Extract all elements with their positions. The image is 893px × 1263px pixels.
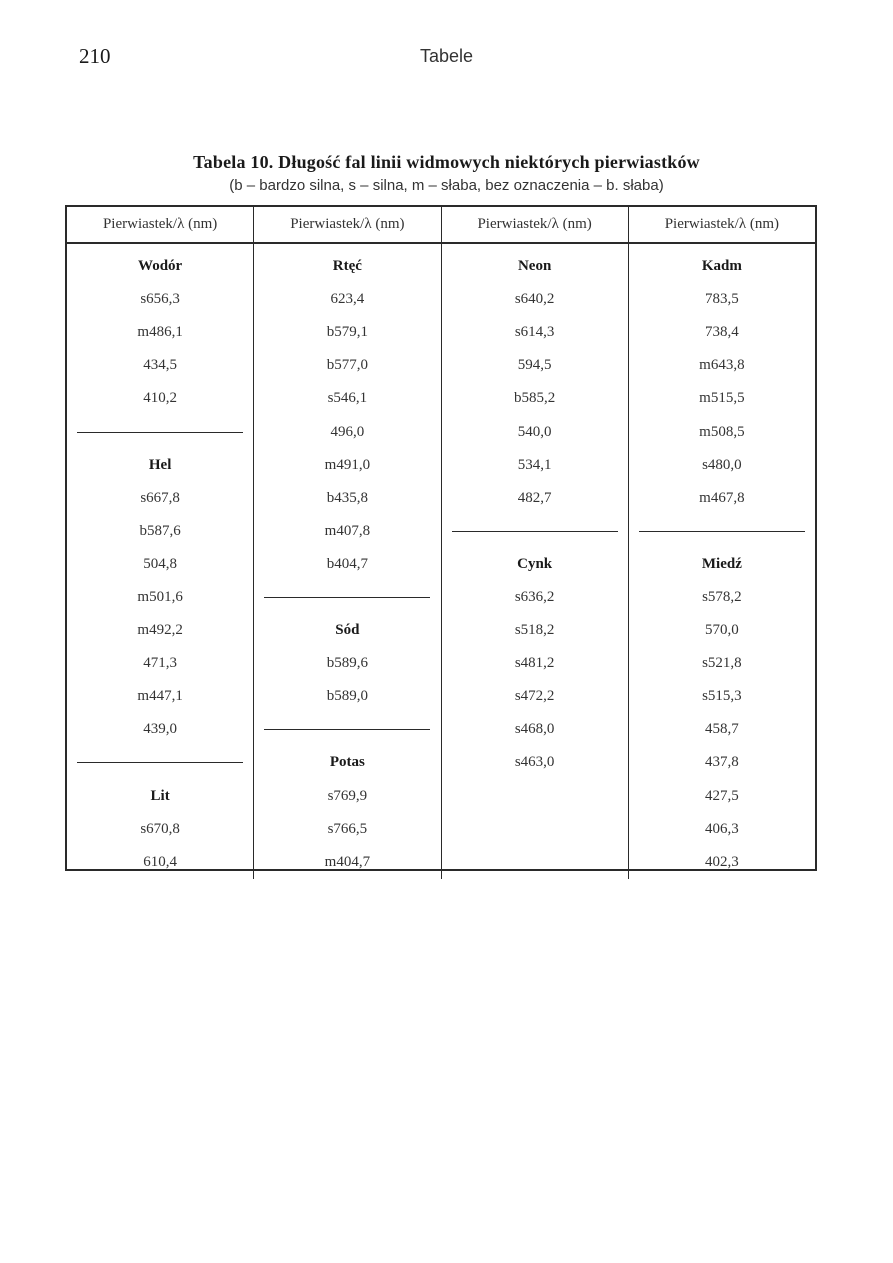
wavelength-value: 496,0 — [330, 423, 365, 440]
wavelength-value: s480,0 — [702, 456, 742, 473]
wavelength-value: b579,1 — [326, 324, 368, 341]
table-header-row — [67, 207, 815, 244]
element-name: Cynk — [517, 555, 553, 572]
wavelength-value: s614,3 — [514, 324, 555, 341]
wavelength-value: m492,2 — [137, 622, 183, 639]
wavelength-value: m501,6 — [137, 588, 183, 605]
element-name: Wodór — [138, 258, 183, 275]
wavelength-value: 594,5 — [517, 357, 552, 374]
wavelength-value: s640,2 — [514, 291, 555, 308]
element-name: Miedź — [701, 555, 742, 572]
table-column — [629, 244, 815, 879]
section-divider — [442, 515, 628, 548]
element-name: Lit — [150, 787, 170, 804]
wavelength-value: m643,8 — [699, 357, 745, 374]
section-divider — [254, 581, 440, 614]
wavelength-value: s578,2 — [702, 588, 742, 605]
wavelength-value: b435,8 — [326, 489, 368, 506]
wavelength-value: 540,0 — [517, 423, 552, 440]
table-subtitle: (b – bardzo silna, s – silna, m – słaba, bez oznaczenia – b. słaba) — [229, 177, 664, 194]
wavelength-value: b589,6 — [326, 655, 368, 672]
wavelength-value: 482,7 — [517, 489, 552, 506]
running-head: Tabele — [419, 46, 474, 66]
table-column — [67, 244, 254, 879]
wavelength-value: m515,5 — [699, 390, 745, 407]
wavelength-value: m491,0 — [324, 456, 371, 473]
column-header: Pierwiastek/λ (nm) — [67, 207, 254, 242]
wavelength-value: s656,3 — [140, 291, 180, 308]
wavelength-value: 410,2 — [143, 390, 177, 407]
wavelength-value: m508,5 — [699, 423, 745, 440]
wavelength-value: m447,1 — [137, 688, 183, 705]
wavelength-value: 427,5 — [705, 787, 739, 804]
wavelength-value: 570,0 — [705, 622, 739, 639]
wavelength-value: 437,8 — [705, 754, 739, 771]
wavelength-value: 623,4 — [330, 291, 365, 308]
wavelength-value: s472,2 — [514, 688, 555, 705]
wavelength-value: s670,8 — [140, 820, 180, 837]
wavelength-value: m467,8 — [699, 489, 745, 506]
wavelength-value: s546,1 — [327, 390, 368, 407]
table-column — [254, 244, 441, 879]
wavelength-value: m407,8 — [324, 522, 371, 539]
table-title: Tabela 10. Długość fal linii widmowych niektórych pierwiastków — [193, 152, 700, 172]
wavelength-value: 471,3 — [143, 655, 177, 672]
spectral-lines-table — [65, 205, 817, 871]
wavelength-value: m486,1 — [137, 324, 183, 341]
wavelength-value: 783,5 — [705, 291, 739, 308]
column-header: Pierwiastek/λ (nm) — [254, 207, 441, 242]
table-column — [442, 244, 629, 879]
element-name: Neon — [517, 258, 552, 275]
wavelength-value: s468,0 — [514, 721, 555, 738]
element-name: Hel — [148, 456, 172, 473]
section-divider — [67, 746, 253, 779]
element-name: Kadm — [701, 258, 742, 275]
wavelength-value: b585,2 — [514, 390, 556, 407]
wavelength-value: b404,7 — [326, 555, 368, 572]
column-header: Pierwiastek/λ (nm) — [442, 207, 629, 242]
wavelength-value: 458,7 — [705, 721, 739, 738]
wavelength-value: s766,5 — [327, 820, 368, 837]
wavelength-value: s481,2 — [514, 655, 555, 672]
wavelength-value: b587,6 — [139, 522, 181, 539]
wavelength-value: s521,8 — [702, 655, 742, 672]
wavelength-value: 402,3 — [705, 853, 739, 870]
wavelength-value: 610,4 — [143, 853, 177, 870]
wavelength-value: 434,5 — [143, 357, 177, 374]
wavelength-value: s636,2 — [514, 588, 555, 605]
section-divider — [67, 415, 253, 448]
wavelength-value: 504,8 — [143, 555, 177, 572]
wavelength-value: m404,7 — [324, 853, 371, 870]
wavelength-value: 406,3 — [705, 820, 739, 837]
wavelength-value: b589,0 — [326, 688, 368, 705]
wavelength-value: 534,1 — [517, 456, 552, 473]
wavelength-value: s463,0 — [514, 754, 555, 771]
wavelength-value: s515,3 — [702, 688, 742, 705]
section-divider — [254, 713, 440, 746]
wavelength-value: s769,9 — [327, 787, 368, 804]
wavelength-value: s667,8 — [140, 489, 180, 506]
page-number: 210 — [79, 44, 111, 68]
column-header: Pierwiastek/λ (nm) — [664, 216, 780, 232]
element-name: Rtęć — [332, 258, 362, 275]
wavelength-value: b577,0 — [326, 357, 368, 374]
wavelength-value: 439,0 — [143, 721, 177, 738]
wavelength-value: s518,2 — [514, 622, 555, 639]
element-name: Sód — [335, 622, 360, 639]
wavelength-value: 738,4 — [705, 324, 739, 341]
section-divider — [629, 515, 815, 548]
table-body — [67, 244, 815, 879]
element-name: Potas — [329, 754, 365, 771]
